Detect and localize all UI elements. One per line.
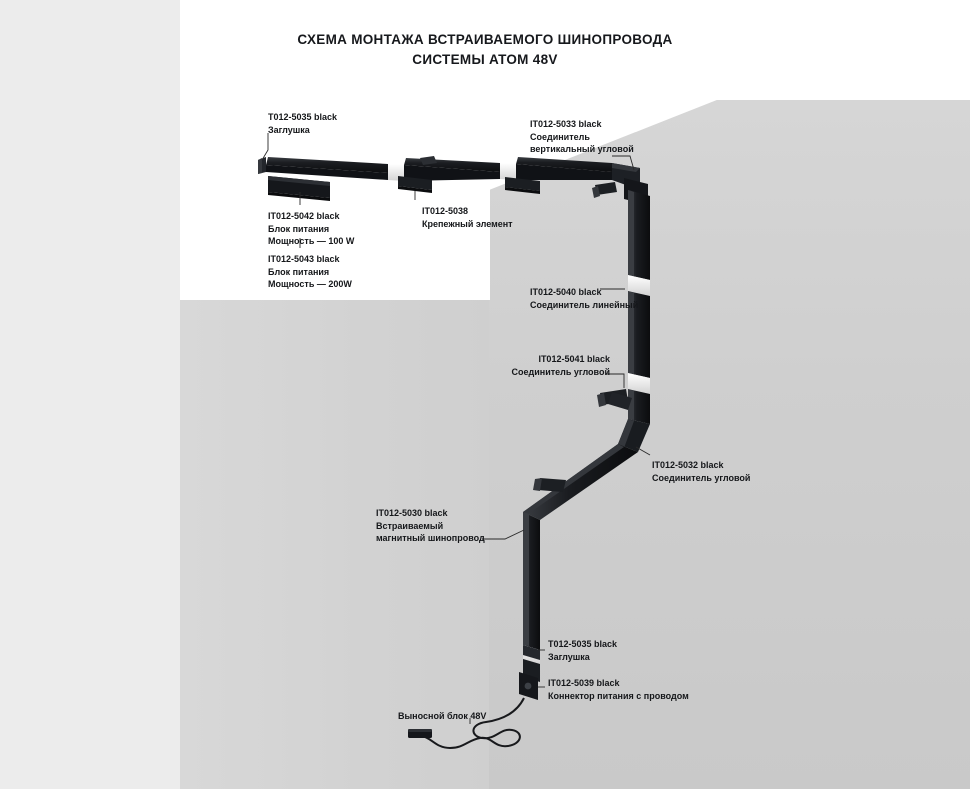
power-supply-blocks [268, 176, 330, 201]
label-desc2: Мощность — 200W [268, 279, 352, 289]
label-desc: Соединитель линейный [530, 299, 639, 310]
label-code: IT012-5043 black [268, 254, 340, 264]
label-code: T012-5035 black [268, 112, 338, 122]
title-line-2: СИСТЕМЫ ATOM 48V [412, 52, 558, 67]
label-power-supply-100w [268, 210, 354, 248]
label-code: IT012-5039 black [548, 678, 620, 688]
label-code: IT012-5030 black [376, 508, 448, 518]
label-code: IT012-5038 [422, 206, 469, 216]
track-lamp-diagonal [533, 478, 566, 492]
ceiling-track-run [266, 157, 612, 181]
label-code: IT012-5033 black [530, 119, 602, 129]
label-desc: Заглушка [268, 124, 310, 135]
label-angle-connector-5041 [420, 353, 610, 378]
label-desc2: магнитный шинопровод [376, 533, 485, 543]
label-cap-bottom [548, 638, 617, 663]
label-code: IT012-5040 black [530, 287, 602, 297]
label-desc: Встраиваемый [376, 520, 444, 531]
label-linear-connector [530, 286, 638, 311]
label-mounting-element [422, 205, 513, 230]
title-line-1: СХЕМА МОНТАЖА ВСТРАИВАЕМОГО ШИНОПРОВОДА [297, 32, 673, 47]
label-power-supply-200w [268, 253, 352, 291]
label-code: T012-5035 black [548, 639, 618, 649]
label-desc: Соединитель угловой [652, 472, 751, 483]
label-code: IT012-5032 black [652, 460, 724, 470]
label-desc: Соединитель угловой [511, 366, 610, 377]
label-desc: Крепежный элемент [422, 218, 513, 229]
label-desc2: Мощность — 100 W [268, 236, 355, 246]
label-code: Выносной блок 48V [398, 711, 487, 721]
label-recessed-magnetic-track [376, 507, 485, 545]
label-desc: Коннектор питания с проводом [548, 690, 689, 701]
label-desc: Соединитель [530, 131, 590, 142]
label-cap-top [268, 111, 337, 136]
label-desc: Блок питания [268, 223, 330, 234]
label-code: IT012-5041 black [538, 354, 610, 364]
label-desc: Блок питания [268, 266, 330, 277]
label-external-driver [398, 710, 486, 723]
external-driver-block [408, 729, 432, 738]
label-desc2: вертикальный угловой [530, 144, 634, 154]
label-angle-connector-5032 [652, 459, 750, 484]
label-desc: Заглушка [548, 651, 590, 662]
label-code: IT012-5042 black [268, 211, 340, 221]
label-vertical-angle-connector [530, 118, 634, 156]
label-power-connector-wire [548, 677, 689, 702]
